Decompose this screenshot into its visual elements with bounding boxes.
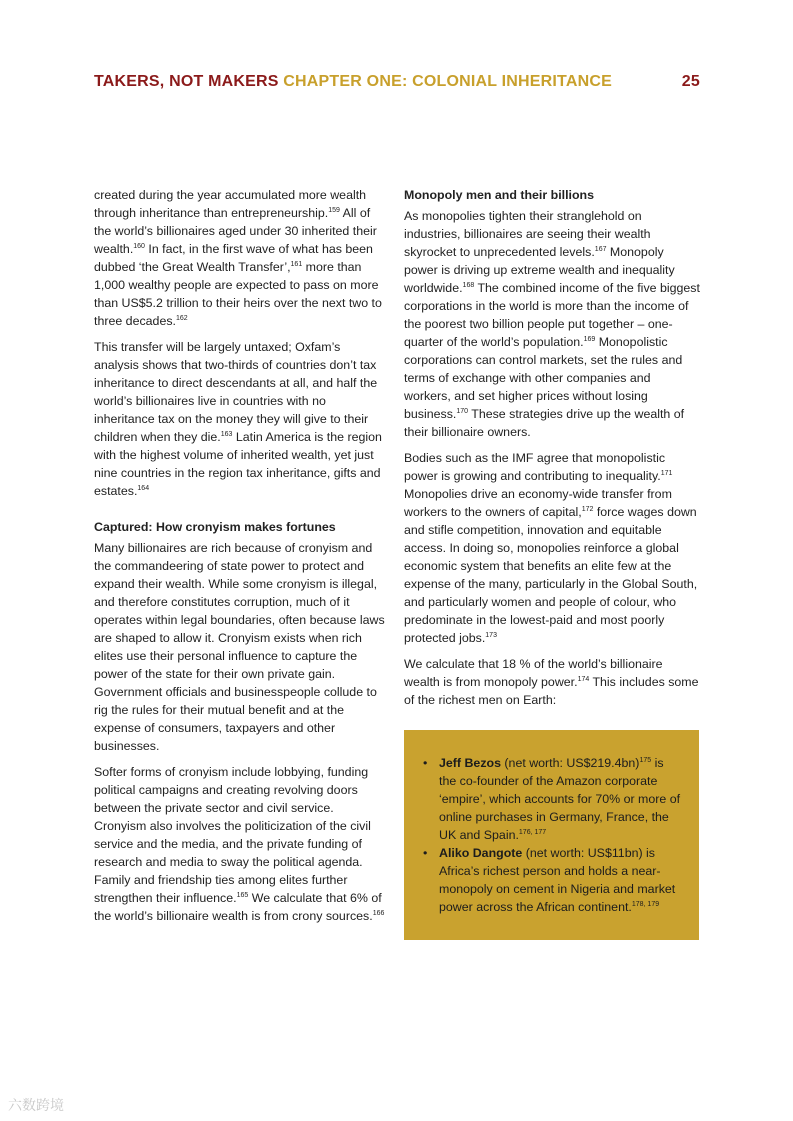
bullet-icon: • xyxy=(423,846,428,860)
paragraph: Many billionaires are rich because of cronyism and the commandeering of state power to protect and expand their wealth. While some cronyism is illegal, and therefore constitutes corruption, much of it operates within legal boundaries, often because laws are shaped to allow it. Cronyism exists when rich elites use their personal influence to capture the power of the state for their own private gain. Government officials and businesspeople collude to rig the rules for their mutual benefit and at the expense of consumers, taxpayers and other businesses. xyxy=(94,541,385,753)
list-item-text: Jeff Bezos (net worth: US$219.4bn)$^{175}$ is the co-founder of the Amazon corporate ‘empire’, which accounts for 70% or more of online purchases in Germany, France, the UK and Spain.$^{176, 177}$ xyxy=(439,756,681,842)
bold-name: Jeff Bezos xyxy=(439,756,501,770)
footnote-ref: 175 xyxy=(639,757,652,764)
paragraph: created during the year accumulated more wealth through inheritance than entrepreneurship.$^{159}$ All of the world’s billionaires aged under 30 inherited their wealth.$^{160}$ In fact, in the first wave of what has been dubbed ‘the Great Wealth Transfer’,$^{161}$ more than 1,000 wealthy people are expected to pass on more than US$5.2 trillion to their heirs over the next two to three decades.$^{162}$ xyxy=(94,188,382,328)
footnote-ref: 164 xyxy=(137,485,150,492)
watermark: 六数跨境 xyxy=(8,1097,64,1113)
right-column xyxy=(404,186,700,717)
bold-name: Aliko Dangote xyxy=(439,846,523,860)
footnote-ref: 170 xyxy=(456,408,469,415)
list-item-text: Aliko Dangote (net worth: US$11bn) is Africa’s richest person and holds a near-monopoly on cement in Nigeria and market power across the African continent.$^{178, 179}$ xyxy=(439,846,676,914)
footnote-ref: 168 xyxy=(462,282,475,289)
footnote-ref: 167 xyxy=(594,246,607,253)
header-chapter-title: CHAPTER ONE: COLONIAL INHERITANCE xyxy=(283,73,612,90)
section-heading-cronyism: Captured: How cronyism makes fortunes xyxy=(94,520,336,534)
footnote-ref: 171 xyxy=(660,470,673,477)
highlight-box xyxy=(404,730,699,940)
footnote-ref: 166 xyxy=(372,910,385,917)
footnote-ref: 161 xyxy=(290,261,303,268)
list-item xyxy=(423,844,681,916)
bullet-icon: • xyxy=(423,756,428,770)
footnote-ref: 172 xyxy=(581,506,594,513)
footnote-ref: 178, 179 xyxy=(631,901,660,908)
footnote-ref: 160 xyxy=(133,243,145,250)
page-header xyxy=(94,73,700,91)
left-column xyxy=(94,186,386,933)
paragraph: We calculate that 18 % of the world’s billionaire wealth is from monopoly power.$^{174}$ This includes some of the richest men on Earth: xyxy=(404,657,699,707)
section-heading-monopoly: Monopoly men and their billions xyxy=(404,188,594,202)
footnote-ref: 169 xyxy=(583,336,596,343)
header-section-title: TAKERS, NOT MAKERS xyxy=(94,73,279,90)
footnote-ref: 165 xyxy=(236,892,249,899)
footnote-ref: 174 xyxy=(577,676,590,683)
paragraph: As monopolies tighten their stranglehold on industries, billionaires are seeing their wealth skyrocket to unprecedented levels.$^{167}$ Monopoly power is driving up extreme wealth and inequality worldwide.$^{168}$ The combined income of the five biggest corporations in the world is more than the income of the poorest two billion people put together – one-quarter of the world’s population.$^{169}$ Monopolistic corporations can control markets, set the rules and terms of exchange with other companies and workers, and set higher prices without losing business.$^{170}$ These strategies drive up the wealth of their billionaire owners. xyxy=(404,209,700,439)
page-number: 25 xyxy=(681,73,700,90)
paragraph: Softer forms of cronyism include lobbying, funding political campaigns and creating revolving doors between the private sector and civil service. Cronyism also involves the politicization of the civil service and the media, and the private funding of research and media to sway the political agenda. Family and friendship ties among elites further strengthen their influence.$^{165}$ We calculate that 6% of the world’s billionaire wealth is from crony sources.$^{166}$ xyxy=(94,765,385,923)
billionaire-list xyxy=(422,754,681,916)
paragraph: Bodies such as the IMF agree that monopolistic power is growing and contributing to inequality.$^{171}$ Monopolies drive an economy-wide transfer from workers to the owners of capital,$^{172}$ force wages down and stifle competition, innovation and equitable access. In doing so, monopolies reinforce a global economic system that benefits an elite few at the expense of the many, particularly in the Global South, and particularly women and people of colour, who predominate in the lowest-paid and most poorly protected jobs.$^{173}$ xyxy=(404,451,698,645)
paragraph: This transfer will be largely untaxed; Oxfam’s analysis shows that two-thirds of countries don’t tax inheritance to direct descendants at all, and half the world’s billionaires live in countries with no inheritance tax on the money they will give to their children when they die.$^{163}$ Latin America is the region with the highest volume of inherited wealth, yet just nine countries in the region tax inheritance, gifts and estates.$^{164}$ xyxy=(94,340,382,498)
footnote-ref: 159 xyxy=(328,207,340,214)
list-item xyxy=(423,754,681,844)
footnote-ref: 176, 177 xyxy=(518,829,547,836)
footnote-ref: 163 xyxy=(220,431,233,438)
footnote-ref: 162 xyxy=(175,315,188,322)
footnote-ref: 173 xyxy=(485,632,497,639)
